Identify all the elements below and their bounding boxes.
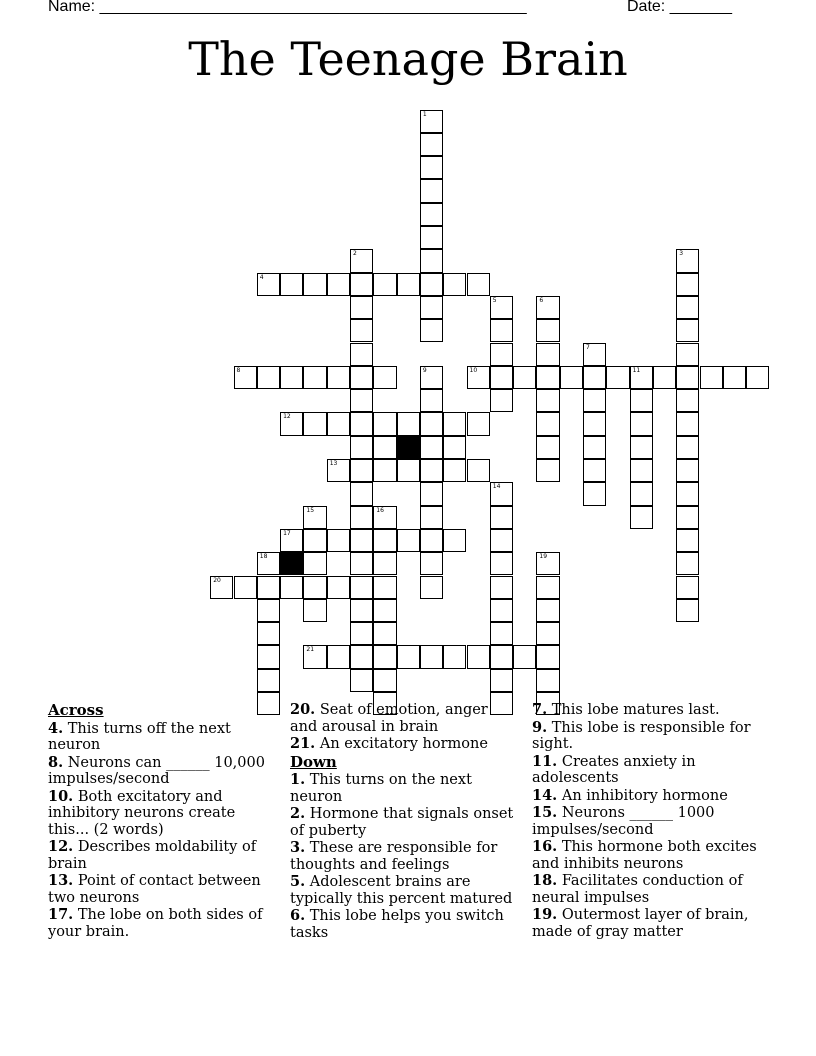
grid-cell[interactable] [303, 273, 326, 296]
grid-cell[interactable] [676, 319, 699, 342]
grid-cell[interactable] [490, 529, 513, 552]
grid-cell[interactable] [490, 296, 513, 319]
grid-cell[interactable] [443, 273, 466, 296]
grid-cell[interactable] [327, 412, 350, 435]
clue-number: 19 [539, 553, 548, 561]
clue-num: 19. [532, 906, 558, 923]
clue-num: 2. [290, 805, 306, 822]
clue-text: Seat of emotion, anger and arousal in brain [290, 702, 488, 735]
grid-cell[interactable] [443, 645, 466, 668]
grid-cell[interactable] [630, 459, 653, 482]
grid-cell[interactable] [630, 389, 653, 412]
across-clue [48, 873, 280, 906]
down-clue [532, 873, 768, 906]
grid-cell[interactable] [513, 645, 536, 668]
grid-cell[interactable] [350, 366, 373, 389]
down-clue [532, 839, 768, 872]
down-clue [290, 874, 516, 907]
grid-cell[interactable] [536, 459, 559, 482]
clue-num: 13. [48, 872, 74, 889]
grid-cell[interactable] [373, 459, 396, 482]
grid-cell[interactable] [630, 506, 653, 529]
grid-cell[interactable] [490, 622, 513, 645]
grid-cell[interactable] [257, 622, 280, 645]
grid-cell[interactable] [443, 436, 466, 459]
across-clues-part-2 [290, 702, 516, 753]
grid-cell[interactable] [257, 669, 280, 692]
grid-cell[interactable] [583, 436, 606, 459]
grid-cell[interactable] [420, 110, 443, 133]
grid-cell[interactable] [536, 296, 559, 319]
grid-cell[interactable] [303, 645, 326, 668]
grid-cell[interactable] [373, 645, 396, 668]
grid-cell[interactable] [583, 482, 606, 505]
down-clue [290, 772, 516, 805]
clue-text: Creates anxiety in adolescents [532, 753, 696, 786]
clue-num: 11. [532, 752, 558, 770]
grid-cell[interactable] [676, 482, 699, 505]
grid-cell[interactable] [350, 529, 373, 552]
grid-cell[interactable] [490, 389, 513, 412]
grid-cell[interactable] [397, 412, 420, 435]
grid-cell[interactable] [676, 273, 699, 296]
grid-cell[interactable] [490, 366, 513, 389]
grid-cell[interactable] [676, 296, 699, 319]
grid-cell[interactable] [490, 552, 513, 575]
grid-cell[interactable] [373, 529, 396, 552]
clue-number: 14 [492, 483, 501, 491]
clue-num: 21. [290, 735, 316, 752]
grid-cell[interactable] [280, 412, 303, 435]
grid-cell[interactable] [303, 552, 326, 575]
clue-number: 17 [283, 529, 291, 537]
across-heading: Across [48, 701, 104, 719]
grid-cell[interactable] [676, 389, 699, 412]
clue-text: Describes moldability of brain [48, 839, 257, 872]
across-clue [48, 907, 280, 940]
across-clue [290, 702, 516, 735]
clue-num: 17. [48, 906, 74, 923]
grid-cell[interactable] [303, 506, 326, 529]
grid-cell[interactable] [723, 366, 746, 389]
grid-cell[interactable] [397, 529, 420, 552]
grid-cell[interactable] [420, 296, 443, 319]
clue-num: 5. [290, 873, 306, 890]
grid-cell[interactable] [234, 366, 257, 389]
grid-cell[interactable] [327, 645, 350, 668]
grid-cell[interactable] [467, 412, 490, 435]
grid-cell[interactable] [420, 366, 443, 389]
grid-cell[interactable] [536, 669, 559, 692]
clue-text: Neurons can ______ 10,000 impulses/second [48, 754, 265, 787]
grid-cell[interactable] [490, 599, 513, 622]
grid-cell[interactable] [420, 436, 443, 459]
clue-text: Both excitatory and inhibitory neurons create this... (2 words) [48, 788, 236, 838]
grid-cell[interactable] [373, 552, 396, 575]
grid-cell[interactable] [257, 576, 280, 599]
grid-cell[interactable] [257, 552, 280, 575]
grid-cell[interactable] [373, 669, 396, 692]
grid-cell[interactable] [303, 599, 326, 622]
grid-cell[interactable] [420, 226, 443, 249]
grid-cell[interactable] [210, 576, 233, 599]
grid-cell[interactable] [350, 459, 373, 482]
grid-cell[interactable] [350, 296, 373, 319]
clue-number: 15 [306, 506, 315, 514]
grid-cell[interactable] [373, 622, 396, 645]
grid-cell[interactable] [373, 506, 396, 529]
clue-number: 5 [492, 296, 497, 304]
grid-cell[interactable] [490, 343, 513, 366]
grid-cell[interactable] [536, 366, 559, 389]
grid-cell[interactable] [303, 366, 326, 389]
clue-number: 20 [213, 576, 221, 584]
grid-cell[interactable] [350, 576, 373, 599]
clue-number: 7 [586, 343, 590, 351]
grid-cell[interactable] [490, 669, 513, 692]
grid-cell[interactable] [327, 366, 350, 389]
grid-cell[interactable] [583, 343, 606, 366]
clue-text: Neurons ______ 1000 impulses/second [532, 805, 715, 838]
grid-cell[interactable] [443, 529, 466, 552]
clue-text: This hormone both excites and inhibits neurons [532, 839, 757, 872]
grid-cell[interactable] [327, 273, 350, 296]
grid-cell[interactable] [490, 645, 513, 668]
grid-cell[interactable] [443, 412, 466, 435]
grid-cell[interactable] [257, 366, 280, 389]
grid-cell[interactable] [350, 273, 373, 296]
grid-cell[interactable] [420, 645, 443, 668]
clue-number: 18 [259, 553, 268, 561]
clue-column-2 [290, 702, 516, 942]
grid-cell[interactable] [630, 412, 653, 435]
clue-number: 11 [632, 366, 641, 374]
grid-cell[interactable] [536, 599, 559, 622]
grid-cell[interactable] [536, 622, 559, 645]
grid-cell[interactable] [420, 179, 443, 202]
grid-cell[interactable] [373, 412, 396, 435]
grid-cell[interactable] [327, 459, 350, 482]
grid-cell[interactable] [606, 366, 629, 389]
grid-cell[interactable] [350, 482, 373, 505]
clue-number: 8 [236, 366, 241, 374]
grid-cell[interactable] [536, 319, 559, 342]
clue-num: 12. [48, 838, 74, 855]
clue-number: 13 [329, 460, 338, 467]
grid-cell[interactable] [420, 249, 443, 272]
grid-cell[interactable] [420, 459, 443, 482]
grid-cell[interactable] [583, 366, 606, 389]
grid-cell[interactable] [350, 599, 373, 622]
clue-number: 4 [259, 273, 264, 281]
grid-cell[interactable] [467, 273, 490, 296]
across-clue [48, 839, 280, 872]
grid-cell[interactable] [490, 319, 513, 342]
grid-cell[interactable] [490, 576, 513, 599]
grid-cell[interactable] [676, 576, 699, 599]
down-clues-part-1 [290, 772, 516, 941]
grid-cell[interactable] [536, 412, 559, 435]
grid-cell[interactable] [327, 529, 350, 552]
grid-cell[interactable] [397, 273, 420, 296]
grid-cell[interactable] [676, 506, 699, 529]
grid-cell[interactable] [373, 576, 396, 599]
grid-cell[interactable] [280, 273, 303, 296]
grid-cell[interactable] [467, 645, 490, 668]
grid-cell[interactable] [536, 343, 559, 366]
grid-cell[interactable] [280, 366, 303, 389]
grid-cell[interactable] [536, 389, 559, 412]
clue-num: 3. [290, 839, 306, 856]
grid-cell[interactable] [676, 366, 699, 389]
grid-cell[interactable] [467, 366, 490, 389]
grid-cell[interactable] [420, 133, 443, 156]
clue-num: 15. [532, 804, 558, 821]
clue-text: An excitatory hormone [315, 736, 488, 752]
grid-cell[interactable] [303, 576, 326, 599]
grid-cell[interactable] [420, 576, 443, 599]
grid-cell[interactable] [350, 389, 373, 412]
grid-cell[interactable] [676, 552, 699, 575]
grid-cell[interactable] [420, 506, 443, 529]
down-heading: Down [290, 752, 337, 771]
grid-cell[interactable] [373, 436, 396, 459]
clue-number: 12 [283, 413, 291, 421]
across-clue [48, 721, 280, 754]
down-clue [532, 702, 768, 719]
clue-text: This lobe matures last. [547, 702, 720, 718]
date-field-label: Date: _______ [627, 0, 732, 15]
down-clue [290, 840, 516, 873]
grid-cell[interactable] [676, 343, 699, 366]
grid-cell[interactable] [373, 273, 396, 296]
clue-text: Outermost layer of brain, made of gray matter [532, 907, 749, 940]
grid-cell[interactable] [467, 459, 490, 482]
grid-cell[interactable] [676, 459, 699, 482]
down-clue [532, 788, 768, 805]
grid-cell[interactable] [350, 343, 373, 366]
clue-text: This turns on the next neuron [290, 772, 472, 805]
grid-cell[interactable] [583, 459, 606, 482]
grid-cell[interactable] [653, 366, 676, 389]
clue-number: 21 [306, 646, 315, 654]
clue-number: 3 [679, 250, 684, 258]
clue-number: 10 [469, 366, 478, 374]
grid-cell[interactable] [397, 459, 420, 482]
grid-cell[interactable] [280, 552, 303, 575]
across-clue [48, 789, 280, 839]
across-clue [48, 755, 280, 788]
down-clue [532, 754, 768, 787]
grid-cell[interactable] [676, 249, 699, 272]
grid-cell[interactable] [257, 273, 280, 296]
clue-text: This turns off the next neuron [48, 720, 231, 753]
clue-column-3 [532, 702, 768, 941]
clue-num: 4. [48, 719, 64, 737]
grid-cell[interactable] [420, 273, 443, 296]
grid-cell[interactable] [630, 482, 653, 505]
grid-cell[interactable] [350, 552, 373, 575]
clue-num: 20. [290, 701, 316, 718]
grid-cell[interactable] [420, 389, 443, 412]
grid-cell[interactable] [350, 506, 373, 529]
clue-text: Hormone that signals onset of puberty [290, 806, 514, 839]
grid-cell[interactable] [257, 599, 280, 622]
clue-column-1 [48, 702, 280, 941]
grid-cell[interactable] [350, 249, 373, 272]
clue-number: 9 [422, 366, 427, 374]
grid-cell[interactable] [350, 436, 373, 459]
grid-cell[interactable] [536, 576, 559, 599]
grid-cell[interactable] [303, 529, 326, 552]
clue-num: 10. [48, 787, 74, 805]
grid-cell[interactable] [490, 482, 513, 505]
grid-cell[interactable] [350, 669, 373, 692]
clue-text: Adolescent brains are typically this percent matured [290, 874, 513, 907]
grid-cell[interactable] [420, 482, 443, 505]
grid-cell[interactable] [397, 436, 420, 459]
grid-cell[interactable] [350, 412, 373, 435]
clue-num: 7. [532, 701, 548, 718]
clue-text: This lobe helps you switch tasks [290, 908, 504, 941]
clue-number: 16 [376, 506, 384, 514]
clue-text: This lobe is responsible for sight. [532, 719, 751, 752]
clue-num: 18. [532, 872, 558, 889]
clue-number: 6 [539, 296, 544, 304]
grid-cell[interactable] [536, 552, 559, 575]
clue-text: These are responsible for thoughts and feelings [290, 840, 498, 873]
grid-cell[interactable] [700, 366, 723, 389]
grid-cell[interactable] [373, 599, 396, 622]
down-clue [290, 908, 516, 941]
grid-cell[interactable] [746, 366, 769, 389]
grid-cell[interactable] [327, 576, 350, 599]
grid-cell[interactable] [536, 436, 559, 459]
grid-cell[interactable] [443, 459, 466, 482]
grid-cell[interactable] [420, 319, 443, 342]
grid-cell[interactable] [536, 645, 559, 668]
grid-cell[interactable] [420, 529, 443, 552]
grid-cell[interactable] [676, 412, 699, 435]
clue-number: 1 [422, 110, 427, 118]
grid-cell[interactable] [490, 506, 513, 529]
clue-num: 6. [290, 907, 306, 924]
clue-num: 8. [48, 753, 64, 771]
grid-cell[interactable] [303, 412, 326, 435]
grid-cell[interactable] [676, 436, 699, 459]
grid-cell[interactable] [676, 599, 699, 622]
clue-text: Point of contact between two neurons [48, 873, 261, 906]
grid-cell[interactable] [583, 412, 606, 435]
clue-text: An inhibitory hormone [557, 787, 728, 804]
grid-cell[interactable] [280, 529, 303, 552]
name-field-label: Name: ________________________________________________ [48, 0, 527, 15]
grid-cell[interactable] [234, 576, 257, 599]
grid-cell[interactable] [630, 366, 653, 389]
clue-text: Facilitates conduction of neural impulses [532, 873, 743, 906]
grid-cell[interactable] [397, 645, 420, 668]
down-clue [532, 720, 768, 753]
grid-cell[interactable] [350, 645, 373, 668]
clue-num: 1. [290, 771, 306, 788]
grid-cell[interactable] [583, 389, 606, 412]
grid-cell[interactable] [630, 436, 653, 459]
across-clue [290, 736, 516, 753]
grid-cell[interactable] [560, 366, 583, 389]
clue-num: 9. [532, 718, 548, 736]
page-title: The Teenage Brain [188, 32, 628, 86]
grid-cell[interactable] [420, 156, 443, 179]
grid-cell[interactable] [257, 645, 280, 668]
down-clue [532, 907, 768, 940]
grid-cell[interactable] [280, 576, 303, 599]
clue-number: 2 [353, 250, 357, 258]
grid-cell[interactable] [513, 366, 536, 389]
across-clues-part-1 [48, 721, 280, 941]
grid-cell[interactable] [676, 529, 699, 552]
clue-num: 14. [532, 786, 558, 804]
down-clue [532, 805, 768, 838]
clue-num: 16. [532, 838, 558, 855]
grid-cell[interactable] [420, 412, 443, 435]
clue-text: The lobe on both sides of your brain. [48, 907, 263, 940]
grid-cell[interactable] [420, 203, 443, 226]
down-clues-part-2 [532, 702, 768, 940]
down-clue [290, 806, 516, 839]
grid-cell[interactable] [420, 552, 443, 575]
grid-cell[interactable] [350, 622, 373, 645]
grid-cell[interactable] [350, 319, 373, 342]
grid-cell[interactable] [373, 366, 396, 389]
